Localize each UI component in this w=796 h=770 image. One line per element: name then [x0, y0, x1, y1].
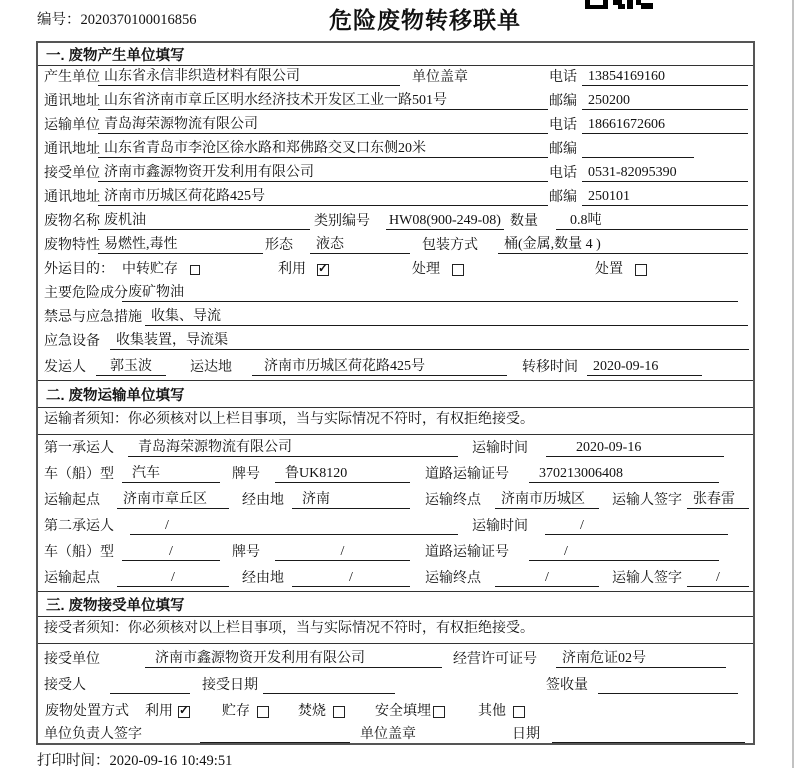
dispatch-time-label: 转移时间	[522, 360, 578, 375]
carrier2-origin-field: /	[117, 569, 229, 587]
license-field: 济南危证02号	[556, 650, 726, 668]
transporter-phone-label: 电话	[549, 118, 577, 133]
carrier2-via-field: /	[292, 569, 410, 587]
equipment-field: 收集装置，导流渠	[110, 332, 749, 350]
waste-traits-label: 废物特性	[44, 238, 100, 253]
carrier2-time-label: 运输时间	[472, 519, 528, 534]
disposal-label: 废物处置方式	[45, 704, 129, 719]
waste-qty-field: 0.8吨	[556, 212, 748, 230]
row-receive-person	[38, 672, 753, 698]
row-signoff	[38, 724, 753, 747]
row-transporter	[38, 114, 753, 138]
disposal-option-burn-checkbox	[333, 706, 345, 718]
receiver-phone-field: 0531-82095390	[582, 164, 748, 182]
carrier1-origin-field: 济南市章丘区	[117, 491, 229, 509]
hazard-field: 废矿物油	[122, 284, 738, 302]
producer-seal-label: 单位盖章	[412, 70, 468, 85]
producer-address-field: 山东省济南市章丘区明水经济技术开发区工业一路501号	[98, 92, 548, 110]
print-time-value: 2020-09-16 10:49:51	[109, 753, 233, 769]
producer-phone-label: 电话	[549, 70, 577, 85]
disposal-option-use-checkbox	[178, 706, 190, 718]
dispatch-dest-label: 运达地	[190, 360, 232, 375]
row-producer-address	[38, 90, 753, 114]
waste-form-field: 液态	[310, 236, 410, 254]
row-disposal	[38, 698, 753, 724]
purpose-option-treat-checkbox	[452, 264, 464, 276]
row-receiver	[38, 162, 753, 186]
producer-zip-field: 250200	[582, 92, 748, 110]
manifest-form	[36, 41, 755, 745]
row-carrier2-route	[38, 565, 753, 591]
purpose-option-storage-checkbox	[190, 265, 200, 275]
receiver-zip-label: 邮编	[549, 190, 577, 205]
carrier1-sign-field: 张春雷	[687, 491, 749, 509]
row-waste-traits	[38, 234, 753, 258]
precautions-field: 收集、导流	[145, 308, 748, 326]
carrier2-plate-label: 牌号	[232, 545, 260, 560]
receiver-zip-field: 250101	[582, 188, 748, 206]
hazard-label: 主要危险成分	[44, 286, 128, 301]
transporter-phone-field: 18661672606	[582, 116, 748, 134]
carrier2-vehicle-field: /	[122, 543, 220, 561]
transporter-address-label: 通讯地址	[44, 142, 100, 157]
carrier2-name-label: 第二承运人	[44, 519, 114, 534]
carrier1-sign-label: 运输人签字	[612, 493, 682, 508]
print-time-label: 打印时间：	[37, 753, 110, 769]
signoff-date-field	[552, 725, 745, 743]
purpose-option-dispose-checkbox	[635, 264, 647, 276]
row-carrier1-route	[38, 487, 753, 513]
receive-unit-field: 济南市鑫源物资开发利用有限公司	[145, 650, 442, 668]
transporter-zip-label: 邮编	[549, 142, 577, 157]
carrier2-time-field: /	[545, 517, 728, 535]
disposal-option-burn-label: 焚烧	[298, 704, 326, 719]
producer-zip-label: 邮编	[549, 94, 577, 109]
carrier2-vehicle-label: 车（船）型	[44, 545, 114, 560]
receiver-value-field: 济南市鑫源物资开发利用有限公司	[98, 164, 548, 182]
carrier2-permit-field: /	[529, 543, 719, 561]
carrier1-vehicle-label: 车（船）型	[44, 467, 114, 482]
section1-header: 一. 废物产生单位填写	[38, 43, 753, 66]
row-waste-name	[38, 210, 753, 234]
waste-pack-field: 桶(金属,数量 4 )	[498, 236, 748, 254]
transporter-label: 运输单位	[44, 118, 100, 133]
receive-amount-label: 签收量	[546, 678, 588, 693]
purpose-label: 外运目的：	[44, 262, 114, 277]
waste-qty-label: 数量	[510, 214, 538, 229]
receiver-phone-label: 电话	[549, 166, 577, 181]
transporter-value-field: 青岛海荣源物流有限公司	[98, 116, 548, 134]
row-equipment	[38, 330, 753, 354]
row-carrier2-name	[38, 513, 753, 539]
row-carrier-notice	[38, 408, 753, 435]
carrier1-via-label: 经由地	[242, 493, 284, 508]
purpose-option-use-checkbox	[317, 264, 329, 276]
carrier1-time-label: 运输时间	[472, 441, 528, 456]
disposal-option-landfill-checkbox	[433, 706, 445, 718]
dispatch-person-field: 郭玉波	[96, 358, 166, 376]
purpose-option-treat-label: 处理	[412, 262, 440, 277]
carrier1-plate-field: 鲁UK8120	[275, 465, 410, 483]
document-number-label: 编号：	[37, 12, 81, 28]
row-carrier1-name	[38, 435, 753, 461]
carrier1-via-field: 济南	[292, 491, 410, 509]
receiver-label: 接受单位	[44, 166, 100, 181]
receive-person-label: 接受人	[44, 678, 86, 693]
signoff-sign-label: 单位负责人签字	[44, 727, 142, 742]
signoff-sign-field	[200, 725, 350, 743]
waste-name-field: 废机油	[98, 212, 310, 230]
transporter-zip-field	[582, 140, 694, 158]
producer-value-field: 山东省永信非织造材料有限公司	[98, 68, 400, 86]
producer-address-label: 通讯地址	[44, 94, 100, 109]
row-transporter-address	[38, 138, 753, 162]
purpose-option-storage-label: 中转贮存	[122, 262, 178, 277]
carrier2-end-label: 运输终点	[425, 571, 481, 586]
row-carrier1-vehicle	[38, 461, 753, 487]
carrier1-permit-label: 道路运输证号	[425, 467, 509, 482]
carrier1-time-field: 2020-09-16	[546, 439, 724, 457]
waste-traits-field: 易燃性,毒性	[98, 236, 263, 254]
document-number-value: 2020370100016856	[80, 12, 197, 28]
receive-unit-label: 接受单位	[44, 652, 100, 667]
carrier2-permit-label: 道路运输证号	[425, 545, 509, 560]
receive-amount-field	[598, 676, 738, 694]
waste-form-label: 形态	[265, 238, 293, 253]
waste-category-label: 类别编号	[314, 214, 370, 229]
window-edge-line	[792, 0, 794, 768]
carrier-notice-text: 运输者须知：你必须核对以上栏目事项，当与实际情况不符时，有权拒绝接受。	[44, 412, 534, 427]
receiver-address-field: 济南市历城区荷花路425号	[98, 188, 548, 206]
row-precautions	[38, 306, 753, 330]
waste-pack-label: 包装方式	[422, 238, 478, 253]
section2-header: 二. 废物运输单位填写	[38, 380, 753, 408]
print-time	[37, 749, 232, 770]
dispatch-dest-field: 济南市历城区荷花路425号	[252, 358, 507, 376]
carrier1-end-field: 济南市历城区	[495, 491, 599, 509]
carrier2-origin-label: 运输起点	[44, 571, 100, 586]
disposal-option-store-label: 贮存	[222, 704, 250, 719]
document-number	[37, 8, 197, 29]
row-hazard	[38, 282, 753, 306]
disposal-option-use-label: 利用	[145, 704, 173, 719]
carrier1-name-field: 青岛海荣源物流有限公司	[128, 439, 458, 457]
disposal-option-other-checkbox	[513, 706, 525, 718]
receiver-address-label: 通讯地址	[44, 190, 100, 205]
qr-code-fragment	[585, 0, 655, 10]
receive-date-field	[263, 676, 395, 694]
carrier2-sign-label: 运输人签字	[612, 571, 682, 586]
section3-header: 三. 废物接受单位填写	[38, 591, 753, 617]
producer-label: 产生单位	[44, 70, 100, 85]
row-carrier2-vehicle	[38, 539, 753, 565]
receive-date-label: 接受日期	[202, 678, 258, 693]
row-producer	[38, 66, 753, 90]
purpose-option-dispose-label: 处置	[595, 262, 623, 277]
carrier2-end-field: /	[495, 569, 599, 587]
carrier2-name-field: /	[130, 517, 458, 535]
row-receive-unit	[38, 644, 753, 672]
waste-category-field: HW08(900-249-08)	[386, 212, 504, 230]
row-receiver-notice	[38, 617, 753, 644]
disposal-option-store-checkbox	[257, 706, 269, 718]
carrier1-end-label: 运输终点	[425, 493, 481, 508]
row-purpose	[38, 258, 753, 282]
disposal-option-landfill-label: 安全填埋	[375, 704, 431, 719]
row-receiver-address	[38, 186, 753, 210]
producer-phone-field: 13854169160	[582, 68, 748, 86]
dispatch-time-field: 2020-09-16	[587, 358, 702, 376]
receiver-notice-text: 接受者须知：你必须核对以上栏目事项，当与实际情况不符时，有权拒绝接受。	[44, 621, 534, 636]
row-dispatch	[38, 354, 753, 380]
signoff-date-label: 日期	[512, 727, 540, 742]
carrier1-permit-field: 370213006408	[529, 465, 719, 483]
carrier2-plate-field: /	[275, 543, 410, 561]
signoff-seal-label: 单位盖章	[360, 727, 416, 742]
equipment-label: 应急设备	[44, 334, 100, 349]
carrier1-vehicle-field: 汽车	[122, 465, 220, 483]
carrier1-plate-label: 牌号	[232, 467, 260, 482]
license-label: 经营许可证号	[453, 652, 537, 667]
precautions-label: 禁忌与应急措施	[44, 310, 142, 325]
receive-person-field	[110, 676, 190, 694]
carrier1-name-label: 第一承运人	[44, 441, 114, 456]
carrier2-sign-field: /	[687, 569, 749, 587]
carrier1-origin-label: 运输起点	[44, 493, 100, 508]
dispatch-person-label: 发运人	[44, 360, 86, 375]
transporter-address-field: 山东省青岛市李沧区徐水路和郑佛路交叉口东侧20米	[98, 140, 548, 158]
carrier2-via-label: 经由地	[242, 571, 284, 586]
waste-name-label: 废物名称	[44, 214, 100, 229]
disposal-option-other-label: 其他	[478, 704, 506, 719]
purpose-option-use-label: 利用	[278, 262, 306, 277]
page-title: 危险废物转移联单	[329, 7, 521, 33]
